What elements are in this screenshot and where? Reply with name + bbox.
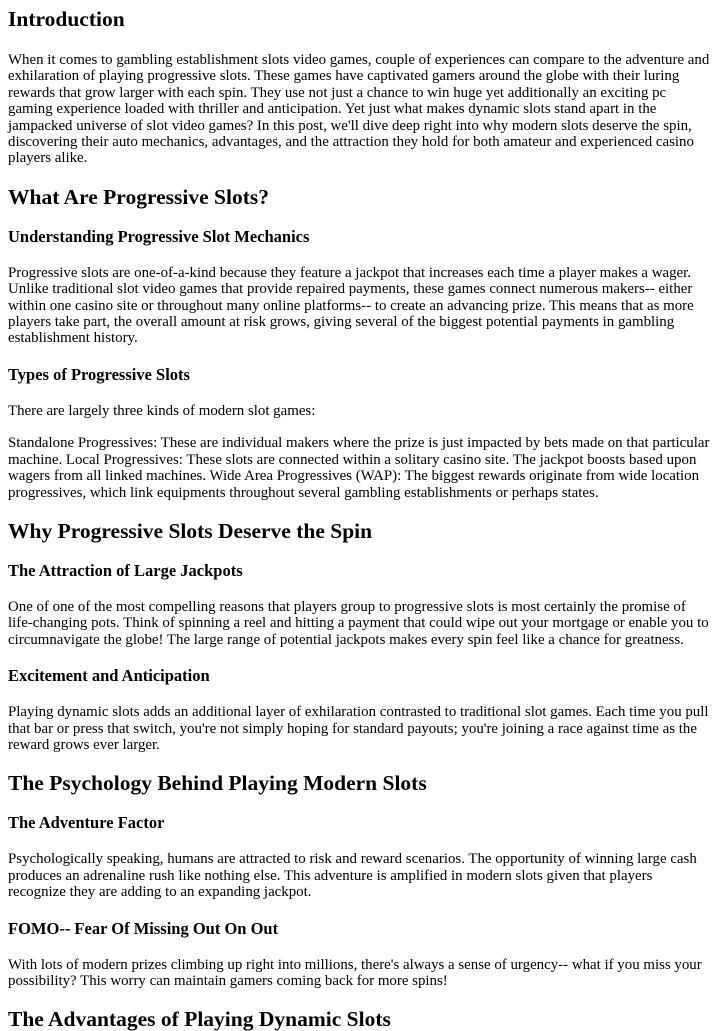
section-heading-advantages: The Advantages of Playing Dynamic Slots [8, 1007, 391, 1031]
article [0, 7, 720, 1031]
subheading-excitement: Excitement and Anticipation [8, 666, 210, 686]
intro-paragraph: When it comes to gambling establishment slots video games, couple of experiences can compare to the adventure and exhilaration of playing progressive slots. These games have captivated gamers around the globe with their luring rewards that grow larger with each spin. They use not just a chance to win huge yet additionally an exciting pc gaming experience loaded with thriller and anticipation. Yet just what makes dynamic slots stand apart in the jampacked universe of slot video games? In this post, we'll dive deep right into why modern slots deserve the spin, discovering their auto mechanics, advantages, and the attraction they hold for both amateur and experienced casino players alike. [8, 52, 710, 167]
paragraph-large-jackpots: One of one of the most compelling reasons that players group to progressive slots is most certainly the promise of life-changing pots. Think of spinning a reel and hitting a payment that could wipe out your mortgage or enable you to circumnavigate the globe! The large range of potential jackpots makes every spin feel like a chance for greatness. [8, 598, 709, 648]
paragraph-progressive-slot-mechanics: Progressive slots are one-of-a-kind because they feature a jackpot that increases each time a player makes a wager. Unlike traditional slot video games that provide repaired payments, these games connect numerous makers-- either within one casino site or throughout many online platforms-- to create an advancing prize. This means that as more players take part, the overall amount at risk grows, giving several of the biggest potential payments in gambling establishment history. [8, 264, 694, 347]
paragraph-excitement: Playing dynamic slots adds an additional layer of exhilaration contrasted to traditional slot games. Each time you pull that bar or press that switch, you're not simply hoping for standard payouts; you're joining a race against time as the reward grows ever larger. [8, 704, 709, 753]
subheading-fomo: FOMO-- Fear Of Missing Out On Out [8, 918, 279, 938]
subheading-progressive-slot-mechanics: Understanding Progressive Slot Mechanics [8, 226, 310, 246]
section-heading-psychology: The Psychology Behind Playing Modern Slots [8, 771, 427, 796]
subheading-types-of-progressive-slots: Types of Progressive Slots [8, 364, 190, 384]
paragraph-adventure-factor: Psychologically speaking, humans are attracted to risk and reward scenarios. The opportunity of winning large cash produces an adrenaline rush like nothing else. This adventure is amplified in modern slots given that players recognize they are adding to an expanding jackpot. [8, 851, 697, 901]
paragraph-types-intro: There are largely three kinds of modern slot games: [8, 402, 316, 419]
intro-heading: Introduction [8, 7, 125, 31]
paragraph-types-list: Standalone Progressives: These are individual makers where the prize is just impacted by bets made on that particular machine. Local Progressives: These slots are connected within a solitary casino site. The jackpot boosts based upon wagers from all linked machines. Wide Area Progressives (WAP): The biggest rewards originate from wide location progressives, which link equipments throughout several gambling establishments or perhaps states. [8, 435, 710, 501]
section-heading-why-deserve-spin: Why Progressive Slots Deserve the Spin [8, 518, 373, 543]
paragraph-fomo: With lots of modern prizes climbing up right into millions, there's always a sense of urgency-- what if you miss your possibility? This worry can maintain gamers coming back for more spins! [8, 956, 702, 989]
section-heading-what-are-progressive-slots: What Are Progressive Slots? [8, 184, 269, 209]
subheading-adventure-factor: The Adventure Factor [8, 813, 165, 833]
subheading-large-jackpots: The Attraction of Large Jackpots [8, 560, 243, 580]
